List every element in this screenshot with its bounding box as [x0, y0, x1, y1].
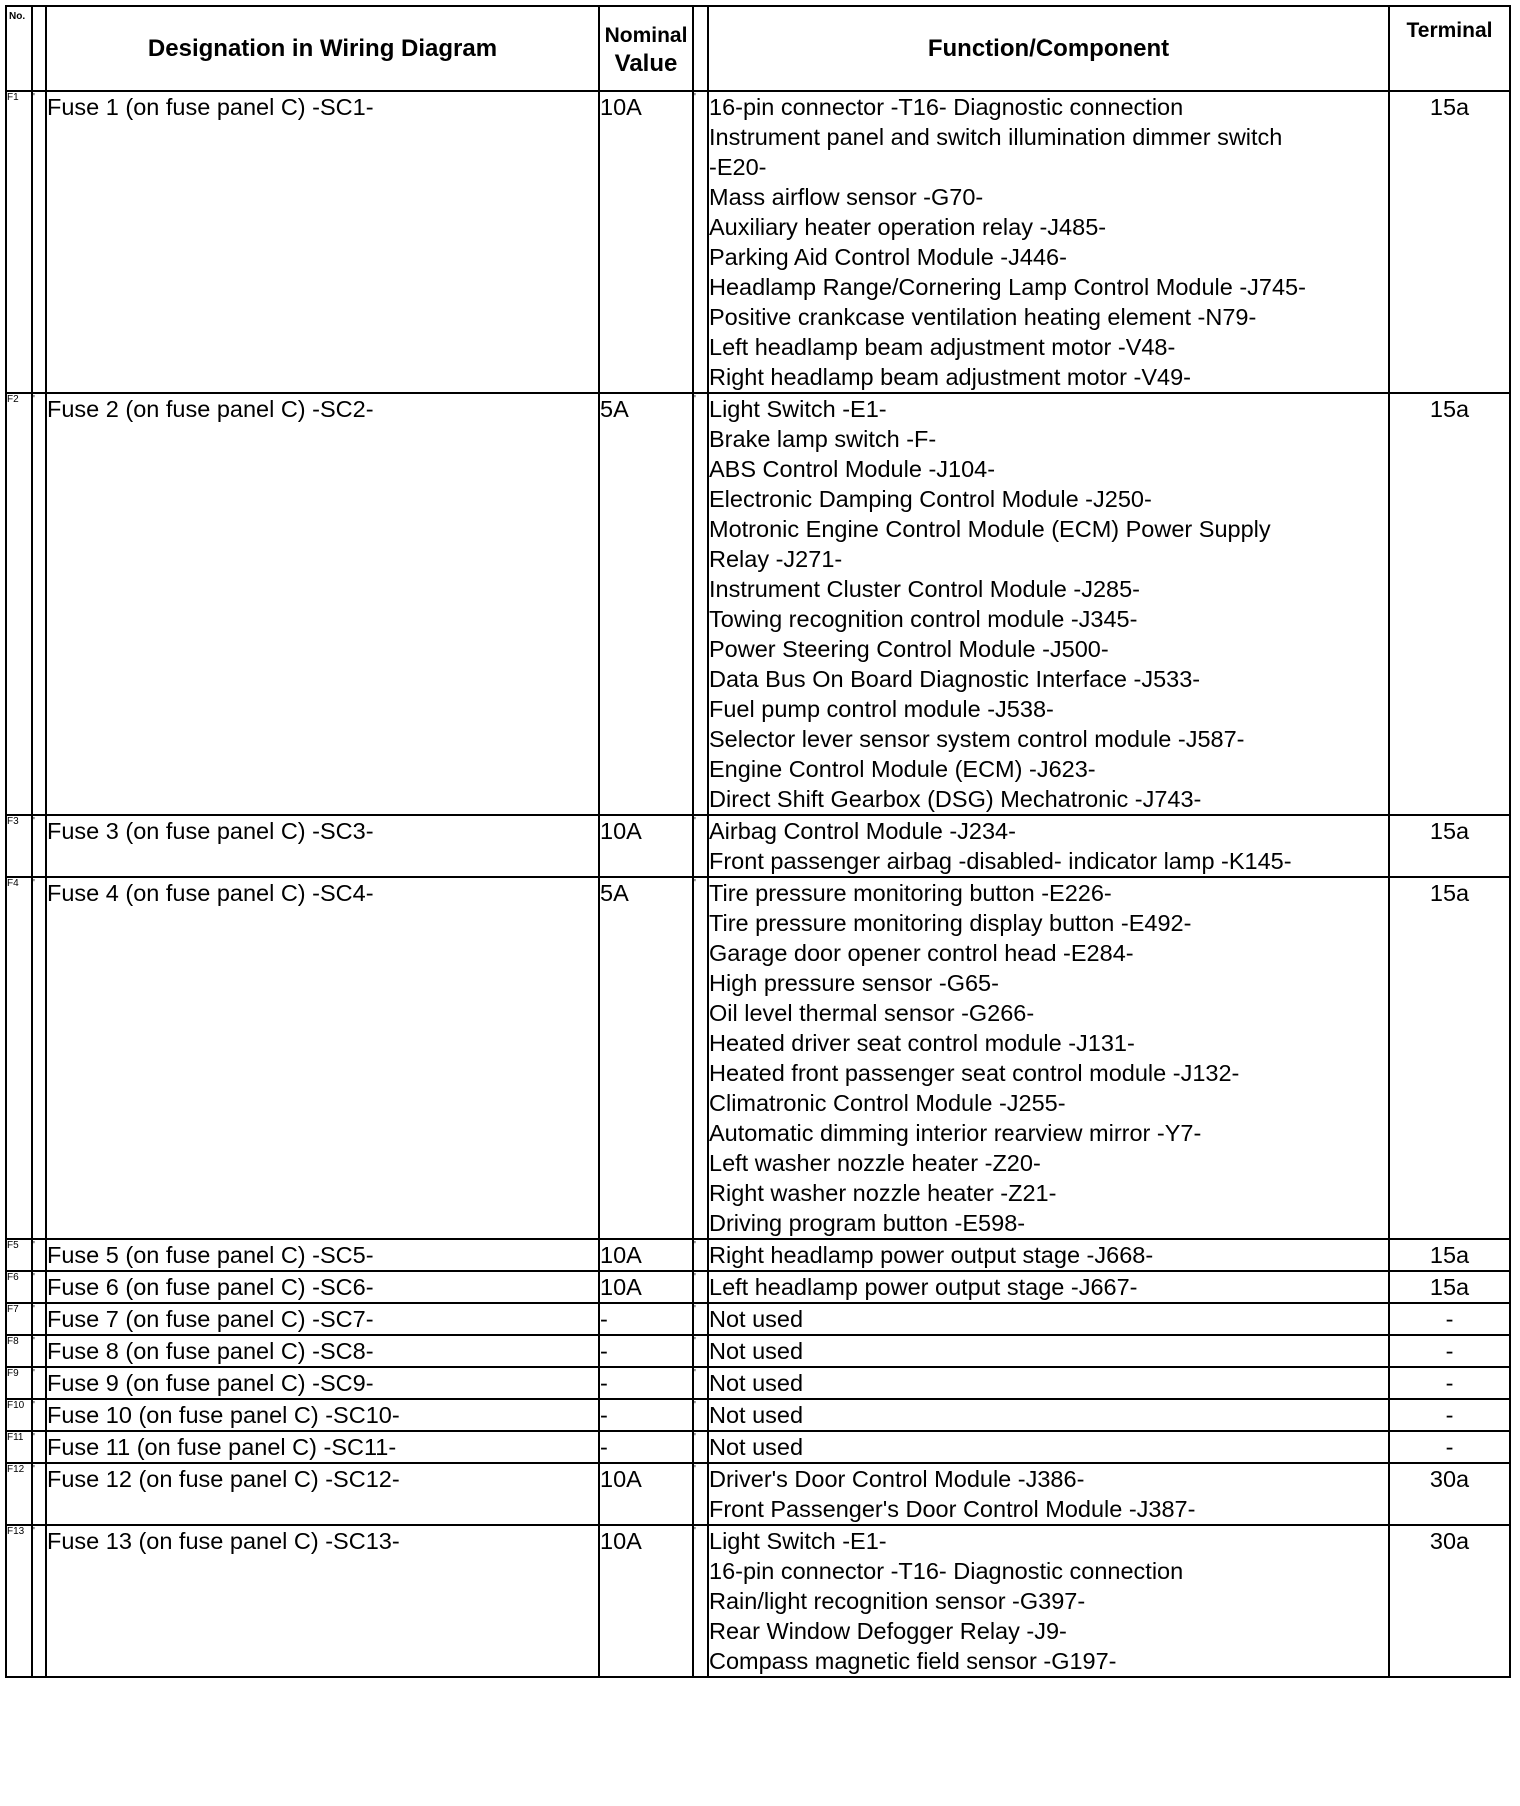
- function-item: 16-pin connector -T16- Diagnostic connection: [709, 94, 1184, 120]
- function-item: Rear Window Defogger Relay -J9-: [709, 1618, 1067, 1644]
- function-item: Parking Aid Control Module -J446-: [709, 244, 1067, 270]
- function-item: Relay -J271-: [709, 546, 843, 572]
- function-item: Towing recognition control module -J345-: [709, 606, 1138, 632]
- row-marker: ': [32, 1335, 46, 1367]
- row-marker: ': [32, 1431, 46, 1463]
- function-item: Oil level thermal sensor -G266-: [709, 1000, 1035, 1026]
- fuse-row: [6, 815, 1510, 877]
- fuse-designation: Fuse 2 (on fuse panel C) -SC2-: [46, 393, 599, 815]
- function-item: Airbag Control Module -J234-: [709, 818, 1016, 844]
- function-item: Driver's Door Control Module -J386-: [709, 1466, 1085, 1492]
- header-spacer-2: [693, 6, 708, 91]
- fuse-row: [6, 1399, 1510, 1431]
- function-item: Left washer nozzle heater -Z20-: [709, 1150, 1041, 1176]
- fuse-nominal-value: 10A: [599, 815, 693, 877]
- header-nominal-bottom: Value: [614, 49, 678, 77]
- function-item: Left headlamp power output stage -J667-: [709, 1274, 1138, 1300]
- fuse-row: [6, 1239, 1510, 1271]
- row-marker: ': [32, 91, 46, 393]
- fuse-row: [6, 1303, 1510, 1335]
- row-marker: ': [32, 815, 46, 877]
- function-item: Instrument panel and switch illumination dimmer switch: [709, 124, 1283, 150]
- fuse-number: F9: [6, 1367, 32, 1399]
- function-item: Right washer nozzle heater -Z21-: [709, 1180, 1057, 1206]
- function-item: Fuel pump control module -J538-: [709, 696, 1054, 722]
- fuse-nominal-value: -: [599, 1431, 693, 1463]
- fuse-terminal: -: [1389, 1431, 1510, 1463]
- row-marker-2: ': [693, 1239, 708, 1271]
- row-marker: ': [32, 1463, 46, 1525]
- fuse-table: [5, 5, 1511, 1678]
- row-marker-2: ': [693, 1367, 708, 1399]
- header-spacer: [32, 6, 46, 91]
- function-item: Front passenger airbag -disabled- indicator lamp -K145-: [709, 848, 1292, 874]
- fuse-designation: Fuse 8 (on fuse panel C) -SC8-: [46, 1335, 599, 1367]
- function-item: Heated front passenger seat control module -J132-: [709, 1060, 1240, 1086]
- fuse-designation: Fuse 5 (on fuse panel C) -SC5-: [46, 1239, 599, 1271]
- fuse-functions: [708, 1431, 1389, 1463]
- fuse-nominal-value: 10A: [599, 1271, 693, 1303]
- function-item: Electronic Damping Control Module -J250-: [709, 486, 1152, 512]
- fuse-terminal: 15a: [1389, 393, 1510, 815]
- row-marker: ': [32, 1399, 46, 1431]
- header-nominal-value: [599, 6, 693, 91]
- function-item: Right headlamp power output stage -J668-: [709, 1242, 1154, 1268]
- fuse-nominal-value: 10A: [599, 1239, 693, 1271]
- row-marker: ': [32, 1303, 46, 1335]
- fuse-terminal: -: [1389, 1367, 1510, 1399]
- fuse-nominal-value: -: [599, 1335, 693, 1367]
- fuse-number: F5: [6, 1239, 32, 1271]
- fuse-functions: [708, 1367, 1389, 1399]
- fuse-terminal: 30a: [1389, 1525, 1510, 1677]
- function-item: Headlamp Range/Cornering Lamp Control Module -J745-: [709, 274, 1306, 300]
- function-item: Climatronic Control Module -J255-: [709, 1090, 1066, 1116]
- function-item: Not used: [709, 1434, 804, 1460]
- fuse-number: F7: [6, 1303, 32, 1335]
- function-item: Not used: [709, 1370, 804, 1396]
- fuse-designation: Fuse 6 (on fuse panel C) -SC6-: [46, 1271, 599, 1303]
- function-item: Data Bus On Board Diagnostic Interface -J533-: [709, 666, 1201, 692]
- fuse-nominal-value: -: [599, 1367, 693, 1399]
- function-item: Rain/light recognition sensor -G397-: [709, 1588, 1086, 1614]
- fuse-number: F2: [6, 393, 32, 815]
- fuse-row: [6, 1525, 1510, 1677]
- header-function: Function/Component: [708, 6, 1389, 91]
- fuse-nominal-value: 5A: [599, 393, 693, 815]
- function-item: Left headlamp beam adjustment motor -V48-: [709, 334, 1176, 360]
- fuse-row: [6, 91, 1510, 393]
- function-item: Driving program button -E598-: [709, 1210, 1026, 1236]
- function-item: High pressure sensor -G65-: [709, 970, 999, 996]
- fuse-row: [6, 1431, 1510, 1463]
- row-marker-2: ': [693, 1525, 708, 1677]
- function-item: Compass magnetic field sensor -G197-: [709, 1648, 1117, 1674]
- row-marker: ': [32, 393, 46, 815]
- header-nominal-top: Nominal: [604, 23, 688, 47]
- row-marker: ': [32, 1239, 46, 1271]
- fuse-number: F6: [6, 1271, 32, 1303]
- fuse-terminal: 15a: [1389, 1239, 1510, 1271]
- fuse-nominal-value: 10A: [599, 91, 693, 393]
- fuse-number: F1: [6, 91, 32, 393]
- row-marker-2: ': [693, 91, 708, 393]
- function-item: Garage door opener control head -E284-: [709, 940, 1134, 966]
- fuse-nominal-value: -: [599, 1399, 693, 1431]
- function-item: Direct Shift Gearbox (DSG) Mechatronic -J743-: [709, 786, 1202, 812]
- fuse-functions: [708, 877, 1389, 1239]
- fuse-designation: Fuse 10 (on fuse panel C) -SC10-: [46, 1399, 599, 1431]
- fuse-table-body: [6, 91, 1510, 1677]
- fuse-nominal-value: 10A: [599, 1525, 693, 1677]
- fuse-designation: Fuse 9 (on fuse panel C) -SC9-: [46, 1367, 599, 1399]
- fuse-nominal-value: -: [599, 1303, 693, 1335]
- fuse-number: F10: [6, 1399, 32, 1431]
- fuse-functions: [708, 1239, 1389, 1271]
- fuse-number: F4: [6, 877, 32, 1239]
- function-item: Auxiliary heater operation relay -J485-: [709, 214, 1107, 240]
- function-item: Power Steering Control Module -J500-: [709, 636, 1109, 662]
- row-marker: ': [32, 877, 46, 1239]
- function-item: Selector lever sensor system control module -J587-: [709, 726, 1245, 752]
- fuse-nominal-value: 10A: [599, 1463, 693, 1525]
- function-item: Tire pressure monitoring button -E226-: [709, 880, 1112, 906]
- fuse-functions: [708, 815, 1389, 877]
- row-marker-2: ': [693, 815, 708, 877]
- fuse-number: F3: [6, 815, 32, 877]
- function-item: -E20-: [709, 154, 767, 180]
- fuse-row: [6, 1463, 1510, 1525]
- row-marker: ': [32, 1525, 46, 1677]
- fuse-row: [6, 393, 1510, 815]
- function-item: 16-pin connector -T16- Diagnostic connection: [709, 1558, 1184, 1584]
- fuse-designation: Fuse 11 (on fuse panel C) -SC11-: [46, 1431, 599, 1463]
- fuse-terminal: 15a: [1389, 815, 1510, 877]
- row-marker-2: ': [693, 1303, 708, 1335]
- function-item: Heated driver seat control module -J131-: [709, 1030, 1135, 1056]
- row-marker: ': [32, 1367, 46, 1399]
- fuse-designation: Fuse 4 (on fuse panel C) -SC4-: [46, 877, 599, 1239]
- fuse-number: F13: [6, 1525, 32, 1677]
- fuse-designation: Fuse 12 (on fuse panel C) -SC12-: [46, 1463, 599, 1525]
- fuse-designation: Fuse 3 (on fuse panel C) -SC3-: [46, 815, 599, 877]
- fuse-nominal-value: 5A: [599, 877, 693, 1239]
- fuse-designation: Fuse 13 (on fuse panel C) -SC13-: [46, 1525, 599, 1677]
- header-terminal: Terminal: [1389, 6, 1510, 91]
- fuse-number: F11: [6, 1431, 32, 1463]
- function-item: Not used: [709, 1402, 804, 1428]
- fuse-number: F12: [6, 1463, 32, 1525]
- function-item: Light Switch -E1-: [709, 1528, 887, 1554]
- fuse-designation: Fuse 7 (on fuse panel C) -SC7-: [46, 1303, 599, 1335]
- function-item: Not used: [709, 1306, 804, 1332]
- row-marker-2: ': [693, 393, 708, 815]
- header-no: No.: [6, 6, 32, 91]
- row-marker-2: ': [693, 1463, 708, 1525]
- fuse-designation: Fuse 1 (on fuse panel C) -SC1-: [46, 91, 599, 393]
- fuse-functions: [708, 1525, 1389, 1677]
- fuse-functions: [708, 91, 1389, 393]
- row-marker-2: ': [693, 877, 708, 1239]
- fuse-terminal: -: [1389, 1335, 1510, 1367]
- function-item: Right headlamp beam adjustment motor -V49-: [709, 364, 1191, 390]
- fuse-terminal: 15a: [1389, 1271, 1510, 1303]
- function-item: Mass airflow sensor -G70-: [709, 184, 984, 210]
- fuse-row: [6, 1335, 1510, 1367]
- header-row: [6, 6, 1510, 91]
- row-marker-2: ': [693, 1399, 708, 1431]
- function-item: Brake lamp switch -F-: [709, 426, 937, 452]
- function-item: ABS Control Module -J104-: [709, 456, 996, 482]
- function-item: Engine Control Module (ECM) -J623-: [709, 756, 1096, 782]
- fuse-functions: [708, 1463, 1389, 1525]
- row-marker-2: ': [693, 1335, 708, 1367]
- fuse-row: [6, 877, 1510, 1239]
- function-item: Automatic dimming interior rearview mirror -Y7-: [709, 1120, 1202, 1146]
- fuse-terminal: 15a: [1389, 877, 1510, 1239]
- fuse-row: [6, 1367, 1510, 1399]
- function-item: Light Switch -E1-: [709, 396, 887, 422]
- function-item: Tire pressure monitoring display button -E492-: [709, 910, 1192, 936]
- function-item: Positive crankcase ventilation heating element -N79-: [709, 304, 1257, 330]
- fuse-number: F8: [6, 1335, 32, 1367]
- row-marker: ': [32, 1271, 46, 1303]
- row-marker-2: ': [693, 1271, 708, 1303]
- function-item: Instrument Cluster Control Module -J285-: [709, 576, 1141, 602]
- function-item: Motronic Engine Control Module (ECM) Power Supply: [709, 516, 1271, 542]
- function-item: Not used: [709, 1338, 804, 1364]
- fuse-functions: [708, 393, 1389, 815]
- function-item: Front Passenger's Door Control Module -J387-: [709, 1496, 1196, 1522]
- fuse-functions: [708, 1303, 1389, 1335]
- fuse-terminal: 15a: [1389, 91, 1510, 393]
- header-designation: Designation in Wiring Diagram: [46, 6, 599, 91]
- fuse-functions: [708, 1335, 1389, 1367]
- row-marker-2: ': [693, 1431, 708, 1463]
- fuse-terminal: -: [1389, 1303, 1510, 1335]
- fuse-terminal: -: [1389, 1399, 1510, 1431]
- fuse-terminal: 30a: [1389, 1463, 1510, 1525]
- fuse-row: [6, 1271, 1510, 1303]
- fuse-functions: [708, 1399, 1389, 1431]
- fuse-functions: [708, 1271, 1389, 1303]
